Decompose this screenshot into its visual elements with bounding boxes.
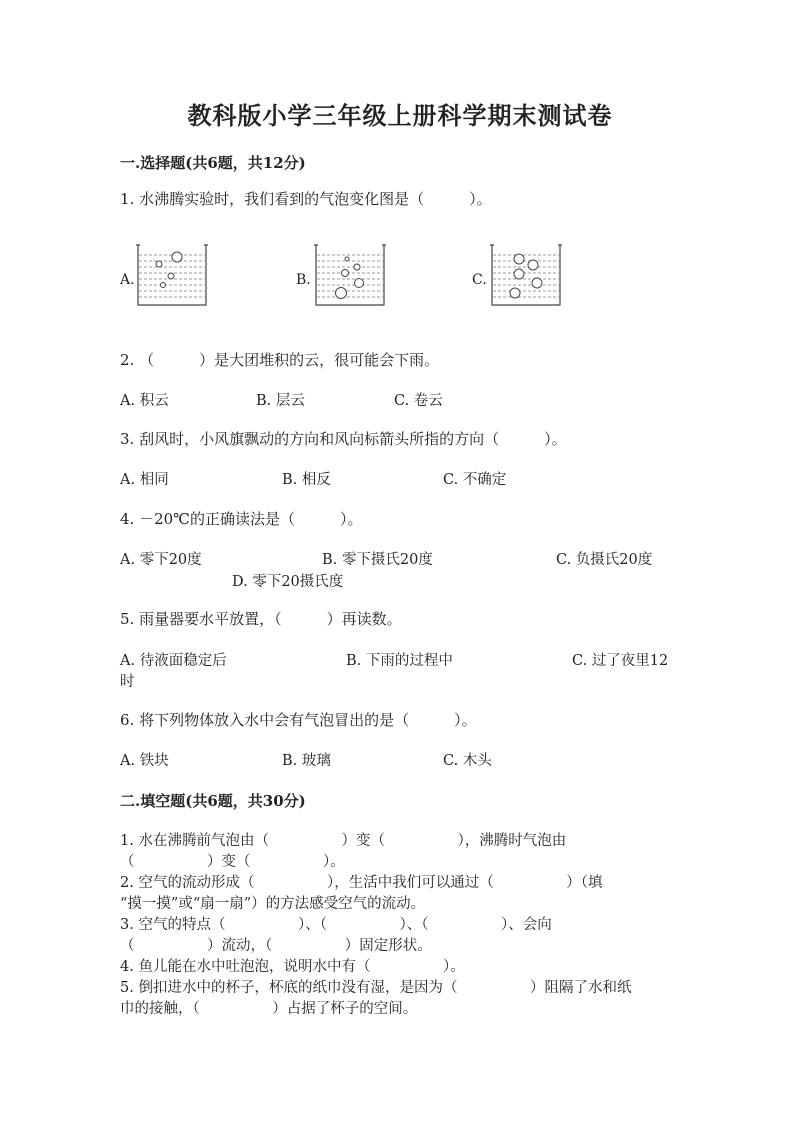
- q5-option-a: A. 待液面稳定后: [120, 653, 227, 669]
- q5-option-b: B. 下雨的过程中: [346, 653, 453, 669]
- figure-label-c: C.: [472, 272, 487, 288]
- page-title: 教科版小学三年级上册科学期末测试卷: [187, 101, 613, 130]
- fill-line: 1. 水在沸腾前气泡由（ ）变（ ），沸腾时气泡由: [120, 833, 567, 849]
- question-6: 6. 将下列物体放入水中会有气泡冒出的是（ ）。: [120, 711, 477, 729]
- q6-option-a: A. 铁块: [120, 753, 169, 769]
- q3-option-a: A. 相同: [120, 472, 169, 488]
- question-5: 5. 雨量器要水平放置，（ ）再读数。: [120, 610, 402, 628]
- q3-option-b: B. 相反: [282, 472, 331, 488]
- q6-option-c: C. 木头: [443, 753, 492, 769]
- fill-line: 3. 空气的特点（ ）、（ ）、（ ）、会向: [120, 917, 552, 933]
- q4-option-a: A. 零下20度: [120, 552, 202, 568]
- question-4: 4. －20℃的正确读法是（ ）。: [120, 510, 363, 528]
- fill-line: 2. 空气的流动形成（ ），生活中我们可以通过（ ）（填: [120, 875, 603, 891]
- q3-option-c: C. 不确定: [443, 472, 507, 488]
- fill-line: （ ）流动，（ ）固定形状。: [120, 938, 432, 954]
- q6-option-b: B. 玻璃: [282, 753, 331, 769]
- q2-option-b: B. 层云: [256, 393, 305, 409]
- q2-option-c: C. 卷云: [394, 393, 443, 409]
- question-1: 1. 水沸腾实验时，我们看到的气泡变化图是（ ）。: [120, 190, 492, 208]
- figure-label-b: B.: [296, 272, 311, 288]
- beaker-figure-a: [135, 243, 209, 307]
- q4-option-c: C. 负摄氏20度: [556, 552, 653, 568]
- section-heading-fill-in-blank: 二.填空题(共6题，共30分): [120, 792, 306, 810]
- q2-option-a: A. 积云: [120, 393, 169, 409]
- fill-line: （ ）变（ ）。: [120, 854, 345, 870]
- fill-line: “摸一摸”或“扇一扇”）的方法感受空气的流动。: [120, 896, 426, 912]
- beaker-figure-b: [313, 243, 387, 307]
- fill-line: 5. 倒扣进水中的杯子，杯底的纸巾没有湿，是因为（ ）阻隔了水和纸: [120, 980, 632, 996]
- fill-line: 4. 鱼儿能在水中吐泡泡，说明水中有（ ）。: [120, 959, 465, 975]
- question-2: 2. （ ）是大团堆积的云，很可能会下雨。: [120, 351, 440, 369]
- beaker-figure-c: [489, 243, 563, 307]
- q4-option-d: D. 零下20摄氏度: [232, 574, 344, 590]
- section-heading-multiple-choice: 一.选择题(共6题，共12分): [120, 154, 306, 172]
- q4-option-b: B. 零下摄氏20度: [322, 552, 433, 568]
- q5-option-c: C. 过了夜里12: [572, 653, 669, 669]
- question-3: 3. 刮风时，小风旗飘动的方向和风向标箭头所指的方向（ ）。: [120, 430, 567, 448]
- q5-option-c-continued: 时: [120, 674, 135, 690]
- fill-line: 巾的接触，（ ）占据了杯子的空间。: [120, 1001, 418, 1017]
- figure-label-a: A.: [120, 272, 135, 288]
